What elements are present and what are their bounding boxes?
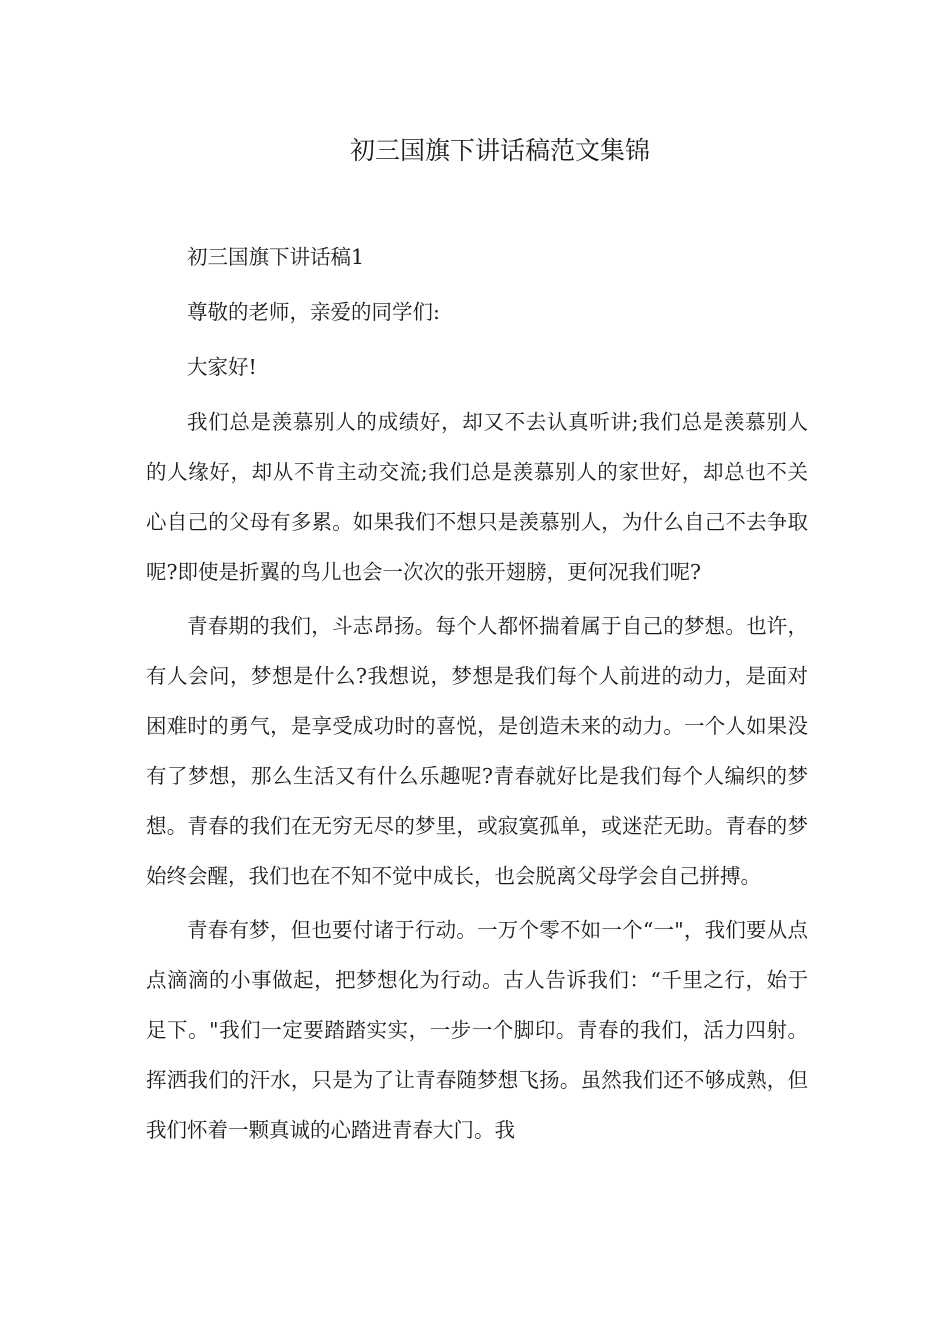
- document-body: [146, 232, 808, 1159]
- paragraph-2: 青春期的我们，斗志昂扬。每个人都怀揣着属于自己的梦想。也许，有人会问，梦想是什么?我想说，梦想是我们每个人前进的动力，是面对困难时的勇气，是享受成功时的喜悦，是创造未来的动力。一个人如果没有了梦想，那么生活又有什么乐趣呢?青春就好比是我们每个人编织的梦想。青春的我们在无穷无尽的梦里，或寂寞孤单，或迷茫无助。青春的梦始终会醒，我们也在不知不觉中成长，也会脱离父母学会自己拼搏。: [146, 614, 808, 888]
- greeting: 大家好!: [187, 355, 257, 379]
- paragraph-1: 我们总是羡慕别人的成绩好，却又不去认真听讲;我们总是羡慕别人的人缘好，却从不肯主动交流;我们总是羡慕别人的家世好，却总也不关心自己的父母有多累。如果我们不想只是羡慕别人，为什么自己不去争取呢?即使是折翼的鸟儿也会一次次的张开翅膀，更何况我们呢?: [146, 410, 808, 584]
- document-title: 初三国旗下讲话稿范文集锦: [349, 136, 650, 165]
- salutation: 尊敬的老师，亲爱的同学们:: [187, 300, 440, 324]
- paragraph-3: 青春有梦，但也要付诸于行动。一万个零不如一个“一"，我们要从点点滴滴的小事做起，把梦想化为行动。古人告诉我们：“千里之行，始于足下。"我们一定要踏踏实实，一步一个脚印。青春的我们，活力四射。挥洒我们的汗水，只是为了让青春随梦想飞扬。虽然我们还不够成熟，但我们怀着一颗真诚的心踏进青春大门。我: [146, 918, 808, 1142]
- speech-subtitle: 初三国旗下讲话稿1: [187, 245, 365, 269]
